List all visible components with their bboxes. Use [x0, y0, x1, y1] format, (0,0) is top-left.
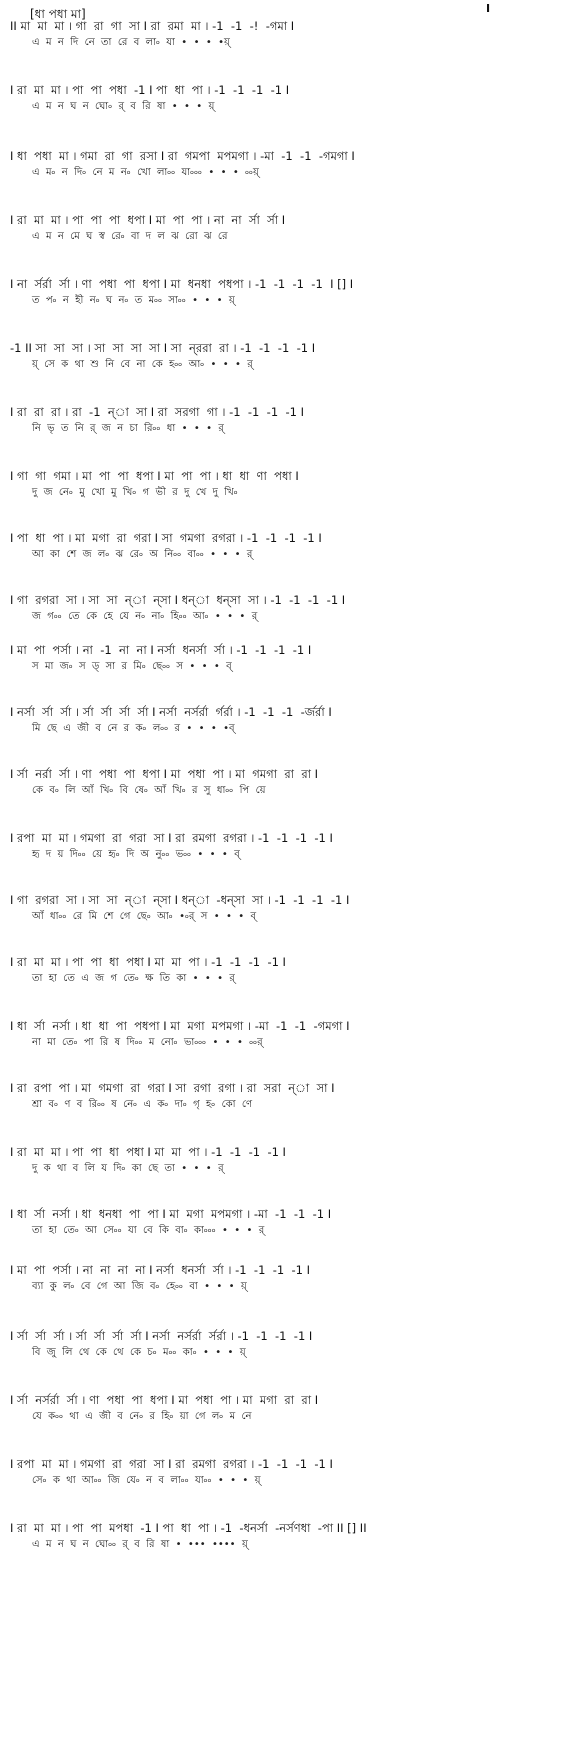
notation-row [10, 1520, 570, 1552]
lyric-line: য়্ সে ক থা শু নি বে না কে হ৹৹ আ৹ • • • র্ [32, 359, 253, 370]
lyric-line: এ ম৹ ন দি৹ নে ম ন৹ খো লা৹৹ যা৹৹৹ • • • ৹৹য়্ [32, 167, 259, 178]
lyric-line: কে ব৹ লি আঁ খি৹ বি ষে৹ আঁ খি৹ র সু ধা৹৹ পি য়ে [32, 785, 266, 796]
notation-row [10, 1080, 570, 1112]
swara-line: I র্সা র্সা র্সা । র্সা র্সা র্সা র্সা I নর্সা নর্সর্রা র্সর্রা । -1 -1 -1 -1 I [10, 1329, 313, 1343]
lyric-line: হৃ দ য় দি৹৹ য়ে হৃ৹ দি অ নু৹৹ ভ৹৹ • • • ব্ [32, 849, 240, 860]
notation-row [10, 642, 570, 674]
lyric-line: মি ছে এ জী ব নে র ক৹ ল৹৹ র • • • •ব্ [32, 723, 235, 734]
notation-row [10, 1392, 570, 1424]
lyric-line: দু ক থা ব লি য দি৹ কা ছে তা • • • র্ [32, 1163, 224, 1174]
swara-line: I রা মা মা । পা পা ধা পধা I মা মা পা । -1 -1 -1 -1 I [10, 1145, 286, 1159]
lyric-line: এ ম ন মে ঘ স্ব রে৹ বা দ ল ঝ রো ঝ রে [32, 231, 228, 242]
lyric-line: না মা তে৹ পা রি ষ দি৹৹ ম নো৹ ভা৹৹৹ • • • ৹৹র্ [32, 1037, 263, 1048]
notation-row [10, 148, 570, 180]
swara-line: I না র্সর্রা র্সা । ণা পধা পা ধপা I মা ধনধা পধপা । -1 -1 -1 -1 I [] I [10, 277, 354, 291]
top-mark: I [486, 2, 491, 15]
swara-line: I গা রগরা সা । সা সা ন্‌া ন্‌সা I ধন্‌া -ধন্‌সা সা । -1 -1 -1 -1 I [10, 893, 350, 907]
lyric-line: নি ভৃ ত নি র্ জ ন চা রি৹৹ ধা • • • র্ [32, 423, 224, 434]
lyric-line: তা হা তে এ জ গ তে৹ ক্ষ তি কা • • • র্ [32, 973, 235, 984]
lyric-line: এ ম ন দি নে তা রে ব লা৹ যা • • • •য়্ [32, 37, 230, 48]
notation-row [10, 766, 570, 798]
swara-line: I র্সা নর্সর্রা র্সা । ণা পধা পা ধপা I মা পধা পা । মা মগা রা রা I [10, 1393, 319, 1407]
lyric-line: যে ক৹৹ থা এ জী ব নে৹ র হি৹ য়া গে ল৹ ম নে [32, 1411, 252, 1422]
swara-line: I র্সা নর্রা র্সা । ণা পধা পা ধপা I মা পধা পা । মা গমগা রা রা I [10, 767, 319, 781]
notation-row [10, 892, 570, 924]
swara-line: I রা মা মা । পা পা পধা -1 I পা ধা পা । -1 -1 -1 -1 I [10, 83, 290, 97]
swara-line: -1 II সা সা সা । সা সা সা সা I সা ন্‌ররা রা । -1 -1 -1 -1 I [10, 341, 316, 355]
swara-line: I ধা র্সা নর্সা । ধা ধনধা পা পা I মা মগা মপমগা । -মা -1 -1 -1 I [10, 1207, 332, 1221]
notation-row [10, 82, 570, 114]
swara-line: I রা রপা পা । মা গমগা রা গরা I সা রগা রগা । রা সরা ন্‌া সা I [10, 1081, 335, 1095]
notation-row [10, 404, 570, 436]
lyric-line: তা হা তে৹ আ সে৹৹ যা বে কি বা৹ কা৹৹৹ • • • র্ [32, 1225, 265, 1236]
notation-row [10, 530, 570, 562]
lyric-line: এ ম ন ঘ ন ঘো৹৹ র্ ব রি ষা • ••• •••• য়্ [32, 1539, 248, 1550]
swara-line: I গা গা গমা । মা পা পা ধপা I মা পা পা । ধা ধা ণা পধা I [10, 469, 299, 483]
swara-line: I মা পা পর্সা । না -1 না না I নর্সা ধনর্সা র্সা । -1 -1 -1 -1 I [10, 643, 312, 657]
notation-row [10, 592, 570, 624]
swara-line: I রা মা মা । পা পা মপধা -1 I পা ধা পা । -1 -ধনর্সা -নর্সণধা -পা II [] II [10, 1521, 367, 1535]
swara-line: I রপা মা মা । গমগা রা গরা সা I রা রমগা রগরা । -1 -1 -1 -1 I [10, 1457, 333, 1471]
swara-line: I রা রা রা । রা -1 ন্‌া সা I রা সরগা গা । -1 -1 -1 -1 I [10, 405, 304, 419]
swara-line: I রপা মা মা । গমগা রা গরা সা I রা রমগা রগরা । -1 -1 -1 -1 I [10, 831, 333, 845]
notation-row [10, 1144, 570, 1176]
swara-line: II মা মা মা । গা রা গা সা I রা রমা মা । -1 -1 -! -গমা I [10, 19, 295, 33]
lyric-line: ব্যা কু ল৹ বে গে আ জি ব৹ হে৹৹ বা • • • য়্ [32, 1281, 247, 1292]
notation-row [10, 830, 570, 862]
lyric-line: আ কা শে জ ল৹ ঝ রে৹ অ নি৹৹ বা৹৹ • • • র্ [32, 549, 253, 560]
lyric-line: ত প৹ ন হী ন৹ ঘ ন৹ ত ম৹৹ সা৹৹ • • • য়্ [32, 295, 235, 306]
header-bracket-note: [ধা পধা মা] [30, 7, 86, 21]
notation-row [10, 468, 570, 500]
notation-row [10, 1262, 570, 1294]
notation-row [10, 1206, 570, 1238]
swara-line: I গা রগরা সা । সা সা ন্‌া ন্‌সা I ধন্‌া ধন্‌সা সা । -1 -1 -1 -1 I [10, 593, 346, 607]
notation-row [10, 704, 570, 736]
lyric-line: এ ম ন ঘ ন ঘো৹ র্ ব রি ষা • • • য়্ [32, 101, 215, 112]
swara-line: I ধা র্সা নর্সা । ধা ধা পা পধপা I মা মগা মপমগা । -মা -1 -1 -গমগা I [10, 1019, 350, 1033]
notation-row [10, 954, 570, 986]
notation-row [10, 212, 570, 244]
lyric-line: বি জু লি থে কে থে কে চ৹ ম৹৹ কা৹ • • • য়্ [32, 1347, 246, 1358]
notation-row [10, 340, 570, 372]
swara-line: I মা পা পর্সা । না না না না I নর্সা ধনর্সা র্সা । -1 -1 -1 -1 I [10, 1263, 310, 1277]
lyric-line: শ্রা ব৹ ণ ব রি৹৹ ষ নে৹ এ ক৹ দা৹ গৃ হ৹ কো ণে [32, 1099, 253, 1110]
swara-line: I পা ধা পা । মা মগা রা গরা I সা গমগা রগরা । -1 -1 -1 -1 I [10, 531, 322, 545]
swara-line: I ধা পধা মা । গমা রা গা রসা I রা গমপা মপমগা । -মা -1 -1 -গমগা I [10, 149, 355, 163]
lyric-line: স মা জ৹ স ড্ সা র মি৹ ছে৹৹ স • • • ব্ [32, 661, 232, 672]
lyric-line: জ গ৹৹ তে কে হে যে ন৹ না৹ হি৹৹ আ৹ • • • র্ [32, 611, 258, 622]
lyric-line: আঁ ধা৹৹ রে মি শে গে ছে৹ আ৹ •৹র্ স • • • ব্ [32, 911, 257, 922]
notation-row [10, 276, 570, 308]
notation-row [10, 1328, 570, 1360]
lyric-line: দু জ নে৹ মু খো মু খি৹ গ ভী র দু খে দু খি৹ [32, 487, 238, 498]
swara-line: I রা মা মা । পা পা ধা পধা I মা মা পা । -1 -1 -1 -1 I [10, 955, 286, 969]
swara-line: I নর্সা র্সা র্সা । র্সা র্সা র্সা র্সা I নর্সা নর্সর্রা র্গর্রা । -1 -1 -1 -র্জর্রা I [10, 705, 332, 719]
notation-row [10, 1456, 570, 1488]
swara-line: I রা মা মা । পা পা পা ধপা I মা পা পা । না না র্সা র্সা I [10, 213, 286, 227]
notation-row [10, 1018, 570, 1050]
lyric-line: সে৹ ক থা আ৹৹ জি যে৹ ন ব লা৹৹ যা৹৹ • • • য়্ [32, 1475, 261, 1486]
notation-row [10, 18, 570, 50]
